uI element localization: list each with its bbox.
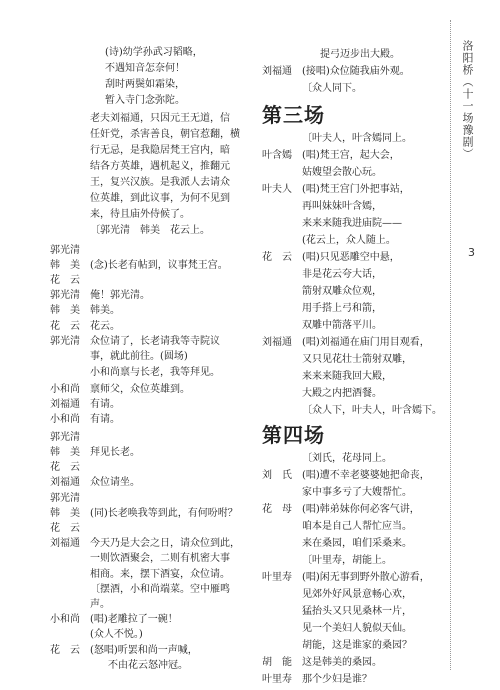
dialogue-text: 拜见长老。 xyxy=(90,447,140,458)
script-line xyxy=(262,501,434,518)
running-header-sidebar xyxy=(444,0,500,690)
script-line xyxy=(262,535,434,552)
dialogue-text: (众人不悦。) xyxy=(90,629,143,640)
speaker-name: 刘福通 xyxy=(50,538,80,549)
page-number: 3 xyxy=(468,246,475,259)
script-line xyxy=(50,411,260,428)
dialogue-text: 大殿之内把酒餐。 xyxy=(302,388,382,399)
speaker-name: 郭光清 xyxy=(50,493,80,504)
script-line xyxy=(262,266,434,283)
script-line xyxy=(262,300,434,317)
dialogue-text: 那个少妇是谁？ xyxy=(302,674,372,685)
dialogue-text: 俺！郭光清。 xyxy=(90,290,150,301)
dialogue-text: (唱)刘福通在庙门用目观看， xyxy=(302,337,430,348)
script-line xyxy=(50,76,260,93)
dialogue-text: 提弓迈步出大殿。 xyxy=(320,49,400,60)
dialogue-text: 来，待且庙外侍候了。 xyxy=(90,209,190,220)
speaker-name: 叶夫人 xyxy=(262,184,292,195)
dialogue-text: 一则饮酒聚会，二则有机密大事 xyxy=(90,553,230,564)
speaker-name: 叶里寿 xyxy=(262,674,292,685)
script-line xyxy=(50,348,260,365)
dialogue-text: 再叫妹妹叶含嫣， xyxy=(302,201,382,212)
script-line xyxy=(262,654,434,671)
script-line xyxy=(262,317,434,334)
dialogue-text: (诗)幼学孙武习韬略， xyxy=(105,47,203,58)
scene-heading: 第四场 xyxy=(262,423,325,447)
dialogue-text: (唱)梵王宫，起大会， xyxy=(302,150,400,161)
script-line xyxy=(50,92,260,109)
script-line xyxy=(262,181,434,198)
dialogue-text: 〔众人同下。 xyxy=(302,83,362,94)
dialogue-text: 不由花云怒冲冠。 xyxy=(108,660,188,671)
dialogue-text: (怒唱)听罢和尚一声喊， xyxy=(90,645,198,656)
script-line xyxy=(262,130,434,147)
dialogue-text: 〔众人下，叶夫人，叶含嫣下。 xyxy=(302,405,442,416)
dialogue-text: 有请。 xyxy=(90,414,120,425)
speaker-name: 花 云 xyxy=(262,252,292,263)
script-line xyxy=(262,283,434,300)
dialogue-text: 老夫刘福通，只因元王无道，信 xyxy=(90,113,230,124)
dialogue-text: (同)长老唤我等到此，有何吩咐？ xyxy=(90,508,238,519)
speaker-name: 胡 能 xyxy=(262,657,292,668)
speaker-name: 刘福通 xyxy=(262,66,292,77)
script-line xyxy=(262,620,434,637)
speaker-name: 小和尚 xyxy=(50,614,80,625)
speaker-name: 郭光清 xyxy=(50,432,80,443)
speaker-name: 小和尚 xyxy=(50,414,80,425)
script-line xyxy=(50,110,260,127)
dialogue-text: 家中事多亏了大嫂帮忙。 xyxy=(302,487,412,498)
speaker-name: 花 云 xyxy=(50,462,80,473)
dialogue-text: 双雕中箭落平川。 xyxy=(302,320,382,331)
script-line xyxy=(262,351,434,368)
dialogue-text: 箭射双雕众位观， xyxy=(302,286,382,297)
dialogue-text: 非是花云夸大话， xyxy=(302,269,382,280)
script-line xyxy=(50,142,260,159)
dialogue-text: (唱)只见恶雕空中悬， xyxy=(302,252,400,263)
speaker-name: 花 云 xyxy=(50,275,80,286)
dialogue-text: 不遇知音怎奈何！ xyxy=(105,63,185,74)
dialogue-text: 结各方英雄，遇机起义，推翻元 xyxy=(90,161,230,172)
script-line xyxy=(50,550,260,567)
dialogue-text: 猛抬头又只见桑林一片， xyxy=(302,606,412,617)
dialogue-text: 暂入寺门念弥陀。 xyxy=(105,95,185,106)
script-line xyxy=(262,368,434,385)
script-line xyxy=(262,147,434,164)
speaker-name: 刘福通 xyxy=(262,337,292,348)
dialogue-text: 来在桑园，咱们采桑来。 xyxy=(302,538,412,549)
dialogue-text: 〔郭光清 韩美 花云上。 xyxy=(90,225,210,236)
script-line xyxy=(50,222,260,239)
dialogue-text: 用手搭上弓和箭， xyxy=(302,303,382,314)
dialogue-text: 禀师父，众位英雄到。 xyxy=(90,384,190,395)
dialogue-text: (唱)遭不幸老婆婆她把命丧， xyxy=(302,470,430,481)
speaker-name: 刘福通 xyxy=(50,399,80,410)
script-line xyxy=(262,385,434,402)
dialogue-text: 今天乃是大会之日，请众位到此， xyxy=(90,538,240,549)
script-line xyxy=(262,334,434,351)
script-line xyxy=(50,302,260,319)
dialogue-text: 小和尚禀与长老，我等拜见。 xyxy=(90,367,220,378)
dialogue-text: 王，复兴汉族。是我派人去请众 xyxy=(90,177,230,188)
dialogue-text: 声。 xyxy=(90,599,110,610)
margin-dotted-rule xyxy=(450,20,451,670)
script-line xyxy=(50,60,260,77)
speaker-name: 刘福通 xyxy=(50,477,80,488)
script-line xyxy=(262,232,434,249)
speaker-name: 叶里寿 xyxy=(262,572,292,583)
script-line xyxy=(262,164,434,181)
speaker-name: 花 母 xyxy=(262,504,292,515)
script-line xyxy=(262,484,434,501)
dialogue-text: 任奸党，杀害善良，朝官惹翻，横 xyxy=(90,129,240,140)
script-line xyxy=(262,569,434,586)
dialogue-text: 咱本是自己人帮忙应当。 xyxy=(302,521,412,532)
dialogue-text: 位英雄，到此议事，为何不见到 xyxy=(90,193,230,204)
script-line xyxy=(262,518,434,535)
script-line xyxy=(262,671,434,688)
script-line xyxy=(262,450,434,467)
dialogue-text: 来来来随我进庙院—— xyxy=(302,218,402,229)
script-line xyxy=(262,215,434,232)
script-line xyxy=(50,190,260,207)
dialogue-text: 〔刘氏，花母同上。 xyxy=(302,453,392,464)
dialogue-text: (唱)老雕拉了一碗！ xyxy=(90,614,178,625)
scene-heading: 第三场 xyxy=(262,103,325,127)
dialogue-text: 有请。 xyxy=(90,399,120,410)
script-line xyxy=(50,126,260,143)
script-line xyxy=(262,467,434,484)
dialogue-text: (接唱)众位随我庙外观。 xyxy=(302,66,410,77)
dialogue-text: 来来来随我回大殿， xyxy=(302,371,392,382)
script-line xyxy=(262,80,434,97)
dialogue-text: (唱)闲无事到野外散心游看， xyxy=(302,572,430,583)
dialogue-text: 花云。 xyxy=(90,321,120,332)
dialogue-text: 众位请坐。 xyxy=(90,477,140,488)
script-line xyxy=(262,46,434,63)
speaker-name: 叶含嫣 xyxy=(262,150,292,161)
script-line xyxy=(262,63,434,80)
speaker-name: 花 云 xyxy=(50,523,80,534)
running-title: 洛阳桥（十一场豫剧） xyxy=(461,40,474,160)
script-line xyxy=(50,206,260,223)
dialogue-text: 又只见花壮士箭射双雕， xyxy=(302,354,412,365)
script-line xyxy=(50,364,260,381)
dialogue-text: 行无忌，是我隐居梵王宫内，暗 xyxy=(90,145,230,156)
script-line xyxy=(262,249,434,266)
speaker-name: 韩 美 xyxy=(50,305,80,316)
dialogue-text: (念)长老有帖到，议事梵王宫。 xyxy=(90,260,228,271)
dialogue-text: 〔叶夫人，叶含嫣同上。 xyxy=(302,133,412,144)
script-line xyxy=(50,44,260,61)
left-text-column xyxy=(50,0,260,690)
speaker-name: 郭光清 xyxy=(50,290,80,301)
script-line xyxy=(262,637,434,654)
dialogue-text: 见郊外好风景意畅心欢， xyxy=(302,589,412,600)
right-text-column xyxy=(262,0,442,690)
speaker-name: 花 云 xyxy=(50,645,80,656)
script-line xyxy=(262,198,434,215)
speaker-name: 郭光清 xyxy=(50,336,80,347)
speaker-name: 花 云 xyxy=(50,321,80,332)
dialogue-text: 〔叶里寿，胡能上。 xyxy=(302,555,392,566)
script-line xyxy=(50,158,260,175)
dialogue-text: 见一个美妇人貌似天仙。 xyxy=(302,623,412,634)
script-line xyxy=(50,626,260,643)
dialogue-text: (唱)韩弟妹你何必客气讲， xyxy=(302,504,420,515)
speaker-name: 韩 美 xyxy=(50,447,80,458)
dialogue-text: 胡能，这是谁家的桑园？ xyxy=(302,640,412,651)
script-line xyxy=(50,657,260,674)
dialogue-text: 相商。来，摆下酒宴，众位请。 xyxy=(90,569,230,580)
dialogue-text: 这是韩美的桑园。 xyxy=(302,657,382,668)
speaker-name: 韩 美 xyxy=(50,508,80,519)
dialogue-text: 韩美。 xyxy=(90,305,120,316)
dialogue-text: (花云上，众人随上。 xyxy=(302,235,396,246)
dialogue-text: 众位请了，长老请我等寺院议 xyxy=(90,336,220,347)
speaker-name: 刘 氏 xyxy=(262,470,292,481)
dialogue-text: (唱)梵王宫门外把事站， xyxy=(302,184,410,195)
script-line xyxy=(262,402,442,419)
script-line xyxy=(50,174,260,191)
speaker-name: 小和尚 xyxy=(50,384,80,395)
dialogue-text: 刮时两鬓如霜染， xyxy=(105,79,185,90)
dialogue-text: 事，就此前往。(圆场) xyxy=(90,351,188,362)
script-line xyxy=(262,603,434,620)
script-line xyxy=(50,474,260,491)
script-line xyxy=(262,552,434,569)
speaker-name: 郭光清 xyxy=(50,245,80,256)
dialogue-text: 姑嫂望会散心玩。 xyxy=(302,167,382,178)
speaker-name: 韩 美 xyxy=(50,260,80,271)
script-line xyxy=(262,586,434,603)
dialogue-text: 〔摆酒，小和尚端菜。空中雁鸣 xyxy=(90,584,230,595)
